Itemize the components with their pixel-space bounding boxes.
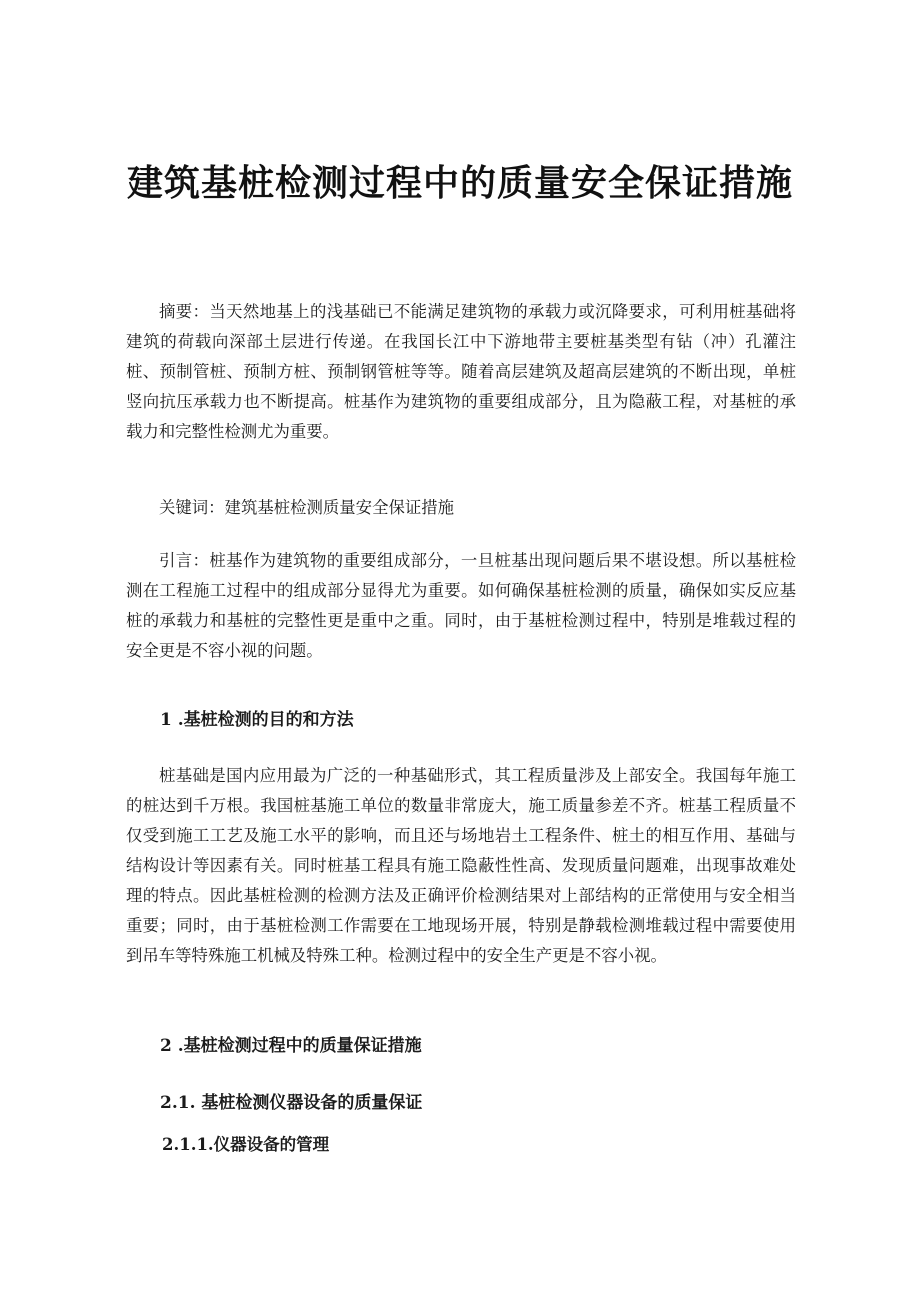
intro-paragraph: 引言：桩基作为建筑物的重要组成部分，一旦桩基出现问题后果不堪设想。所以基桩检测在工程施工过程中的组成部分显得尤为重要。如何确保基桩检测的质量，确保如实反应基桩的承载力和基桩的完整性更是重中之重。同时，由于基桩检测过程中，特别是堆载过程的安全更是不容小视的问题。 — [126, 551, 796, 660]
section-1-body: 桩基础是国内应用最为广泛的一种基础形式，其工程质量涉及上部安全。我国每年施工的桩达到千万根。我国桩基施工单位的数量非常庞大，施工质量参差不齐。桩基工程质量不仅受到施工工艺及施工水平的影响，而且还与场地岩土工程条件、桩土的相互作用、基础与结构设计等因素有关。同时桩基工程具有施工隐蔽性性高、发现质量问题难，出现事故难处理的特点。因此基桩检测的检测方法及正确评价检测结果对上部结构的正常使用与安全相当重要；同时，由于基桩检测工作需要在工地现场开展，特别是静载检测堆载过程中需要使用到吊车等特殊施工机械及特殊工种。检测过程中的安全生产更是不容小视。 — [126, 766, 796, 965]
section-2-heading: 2 .基桩检测过程中的质量保证措施 — [160, 1036, 422, 1056]
document-title: 建筑基桩检测过程中的质量安全保证措施 — [126, 163, 793, 205]
abstract-paragraph: 摘要：当天然地基上的浅基础已不能满足建筑物的承载力或沉降要求，可利用桩基础将建筑的荷载向深部土层进行传递。在我国长江中下游地带主要桩基类型有钻（冲）孔灌注桩、预制管桩、预制方桩、预制钢管桩等等。随着高层建筑及超高层建筑的不断出现，单桩竖向抗压承载力也不断提高。桩基作为建筑物的重要组成部分，且为隐蔽工程，对基桩的承载力和完整性检测尤为重要。 — [126, 302, 796, 441]
keywords-paragraph: 关键词：建筑基桩检测质量安全保证措施 — [159, 498, 455, 517]
section-2-1-heading: 2.1. 基桩检测仪器设备的质量保证 — [160, 1093, 423, 1113]
section-2-1-1-heading: 2.1.1.仪器设备的管理 — [162, 1135, 330, 1154]
section-1-heading: 1 .基桩检测的目的和方法 — [160, 710, 354, 730]
